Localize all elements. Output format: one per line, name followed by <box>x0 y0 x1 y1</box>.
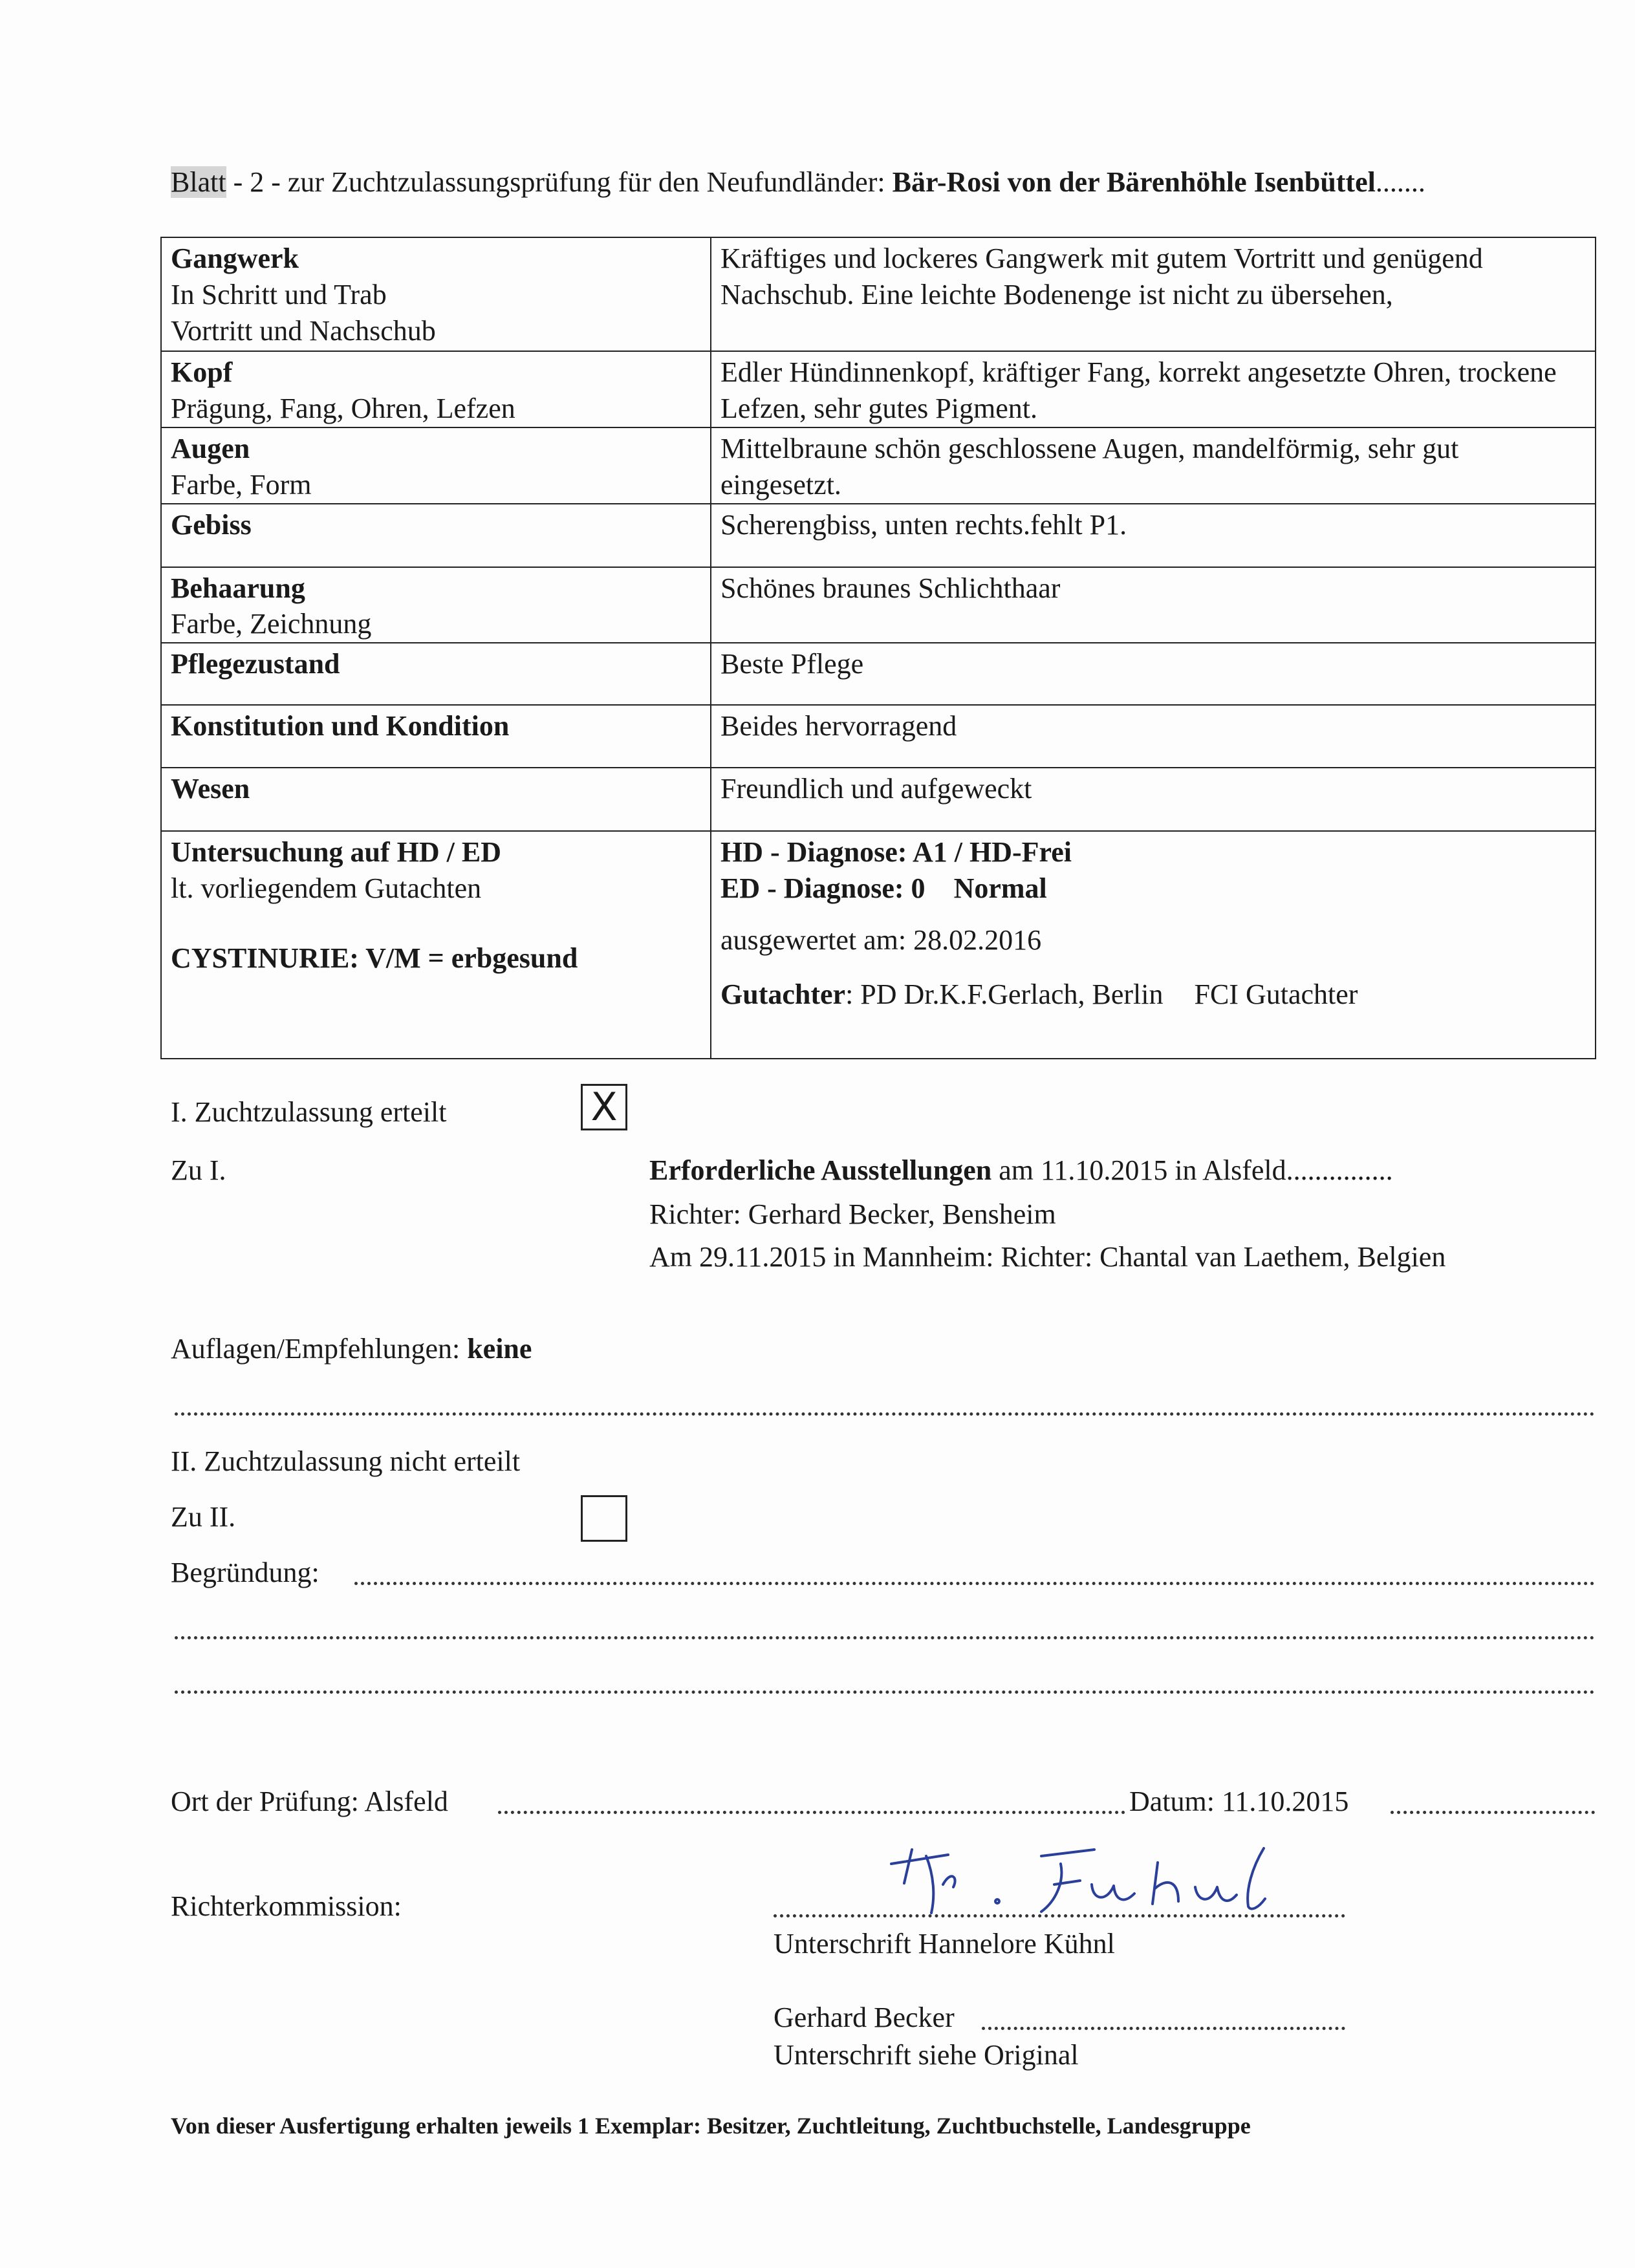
unterschrift-kuehnl: Unterschrift Hannelore Kühnl <box>774 1928 1115 1960</box>
richter-becker: Gerhard Becker <box>774 2002 955 2033</box>
gutachter <box>720 977 1586 1013</box>
behaarung-value: Schönes braunes Schlichthaar <box>711 567 1596 643</box>
verteiler-note: Von dieser Ausfertigung erhalten jeweils 1 Exemplar: Besitzer, Zuchtleitung, Zuchtbuchstelle, Landesgruppe <box>171 2113 1251 2139</box>
gebiss-title: Gebiss <box>171 508 252 541</box>
hd-title: Untersuchung auf HD / ED <box>171 836 501 869</box>
ed-diagnose <box>720 870 1586 907</box>
begruendung-dotted-line-2 <box>175 1636 1595 1639</box>
begruendung-dotted-line-3 <box>175 1690 1595 1694</box>
pflege-title: Pflegezustand <box>171 648 340 680</box>
auflagen-dotted-line <box>175 1412 1595 1416</box>
zu-2-label: Zu II. <box>171 1501 236 1533</box>
row-konstitution <box>161 705 1596 768</box>
row-behaarung <box>161 567 1596 643</box>
gutachter-value: : PD Dr.K.F.Gerlach, Berlin <box>845 978 1164 1010</box>
row-wesen <box>161 768 1596 831</box>
kopf-title: Kopf <box>171 356 233 388</box>
signature-dotted-line-2 <box>982 2027 1345 2030</box>
gangwerk-title: Gangwerk <box>171 243 299 274</box>
nicht-erteilt-label: II. Zuchtzulassung nicht erteilt <box>171 1445 521 1477</box>
auflagen-label: Auflagen/Empfehlungen: <box>171 1333 468 1365</box>
gebiss-value: Scherengbiss, unten rechts.fehlt P1. <box>711 504 1596 567</box>
signature-h-kuehnl <box>886 1844 1287 1923</box>
unterschrift-original: Unterschrift siehe Original <box>774 2039 1079 2071</box>
page-header <box>171 166 1425 199</box>
pflege-value: Beste Pflege <box>711 643 1596 705</box>
auflagen-line <box>171 1332 532 1365</box>
behaarung-title: Behaarung <box>171 572 305 604</box>
kopf-value: Edler Hündinnenkopf, kräftiger Fang, korrekt angesetzte Ohren, trockene Lefzen, sehr gutes Pigment. <box>711 351 1596 427</box>
erteilt-checkbox[interactable]: X <box>581 1084 627 1130</box>
row-kopf <box>161 351 1596 427</box>
signature-dotted-line-1 <box>774 1914 1345 1917</box>
datum: Datum: 11.10.2015 <box>1129 1786 1349 1817</box>
datum-dotted-line <box>1391 1811 1595 1814</box>
behaarung-sub: Farbe, Zeichnung <box>171 608 372 640</box>
dog-name: Bär-Rosi von der Bärenhöhle Isenbüttel <box>892 166 1376 198</box>
fci-gutachter: FCI Gutachter <box>1194 978 1358 1010</box>
wesen-title: Wesen <box>171 773 250 805</box>
auflagen-value: keine <box>467 1333 532 1365</box>
augen-sub: Farbe, Form <box>171 468 312 501</box>
konstitution-value: Beides hervorragend <box>711 705 1596 768</box>
gangwerk-sub1: In Schritt und Trab <box>171 278 387 310</box>
ausstellungen-label: Erforderliche Ausstellungen <box>649 1154 992 1186</box>
gutachter-label: Gutachter <box>720 978 846 1010</box>
ausgewertet: ausgewertet am: 28.02.2016 <box>720 924 1042 956</box>
zu-1-label: Zu I. <box>171 1154 226 1186</box>
row-hd-ed <box>161 831 1596 1059</box>
gangwerk-sub2: Vortritt und Nachschub <box>171 314 436 347</box>
erteilt-label: I. Zuchtzulassung erteilt <box>171 1096 447 1128</box>
richter-2: Am 29.11.2015 in Mannheim: Richter: Chantal van Laethem, Belgien <box>649 1241 1446 1273</box>
cystinurie: CYSTINURIE: V/M = erbgesund <box>171 942 578 974</box>
augen-title: Augen <box>171 432 250 464</box>
row-augen <box>161 427 1596 504</box>
evaluation-table <box>160 237 1596 1059</box>
gangwerk-value: Kräftiges und lockeres Gangwerk mit gutem Vortritt und genügend Nachschub. Eine leichte Bodenenge ist nicht zu übersehen, <box>711 237 1596 351</box>
row-gebiss <box>161 504 1596 567</box>
begruendung-dotted-line-1 <box>354 1582 1595 1585</box>
wesen-value: Freundlich und aufgeweckt <box>711 768 1596 831</box>
augen-value: Mittelbraune schön geschlossene Augen, mandelförmig, sehr gut eingesetzt. <box>711 427 1596 504</box>
ausstellungen-text: am 11.10.2015 in Alsfeld............... <box>991 1154 1393 1186</box>
richter-1: Richter: Gerhard Becker, Bensheim <box>649 1198 1056 1230</box>
ort-der-pruefung: Ort der Prüfung: Alsfeld <box>171 1786 448 1817</box>
ausstellungen-line <box>649 1154 1393 1187</box>
row-pflege <box>161 643 1596 705</box>
hd-sub: lt. vorliegendem Gutachten <box>171 872 482 905</box>
ed-label: ED - Diagnose: 0 <box>720 872 926 905</box>
kopf-sub: Prägung, Fang, Ohren, Lefzen <box>171 392 515 424</box>
nicht-erteilt-checkbox[interactable] <box>581 1495 627 1542</box>
ed-value: Normal <box>953 872 1047 905</box>
row-gangwerk <box>161 237 1596 351</box>
hd-diagnose: HD - Diagnose: A1 / HD-Frei <box>720 836 1072 869</box>
header-trail: ....... <box>1375 166 1425 198</box>
header-prefix: - 2 - zur Zuchtzulassungsprüfung für den Neufundländer: <box>226 166 893 198</box>
blatt-label: Blatt <box>171 166 226 198</box>
konstitution-title: Konstitution und Kondition <box>171 710 510 742</box>
richterkommission-label: Richterkommission: <box>171 1890 402 1922</box>
begruendung-label: Begründung: <box>171 1557 319 1588</box>
ort-dotted-line <box>498 1811 1125 1814</box>
